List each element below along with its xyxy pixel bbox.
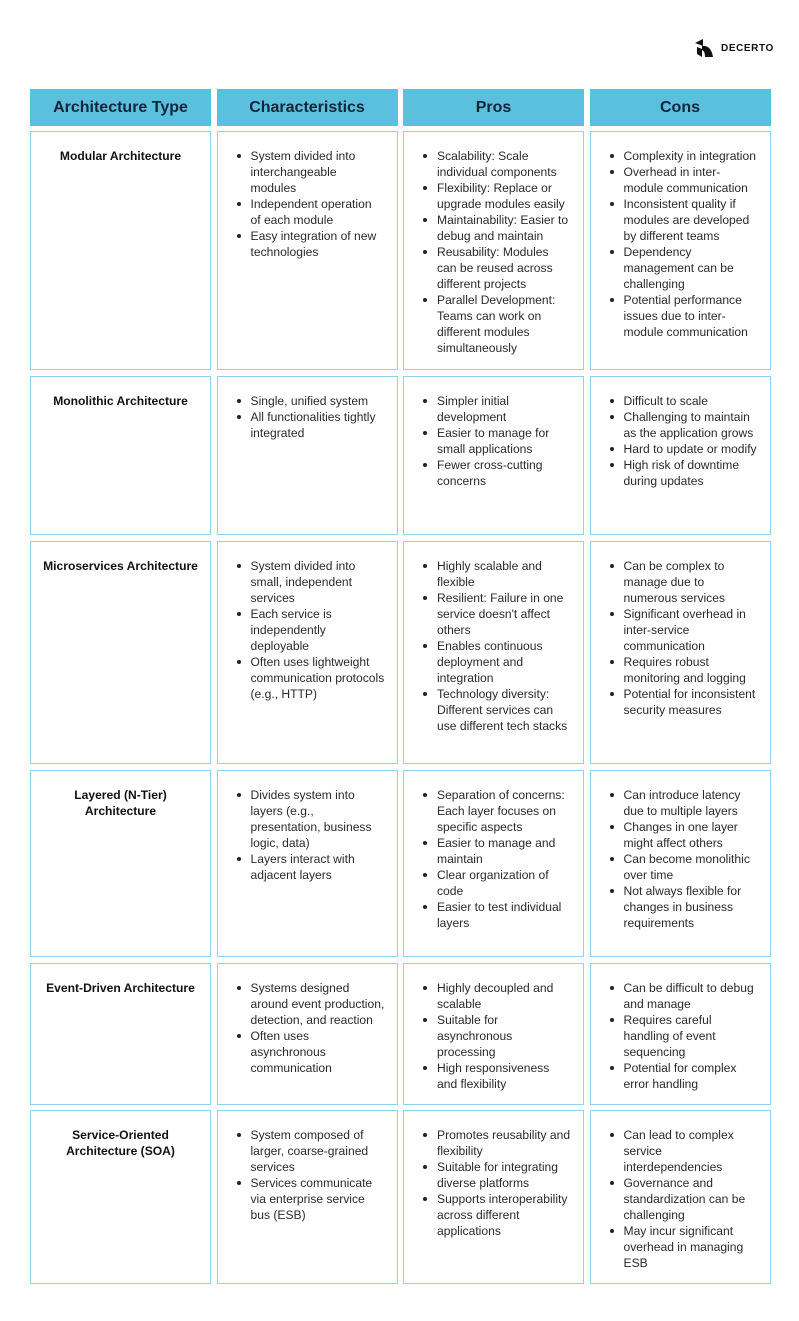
cons-list — [605, 980, 758, 1092]
list-item: Resilient: Failure in one service doesn't affect others — [418, 590, 571, 638]
list-item: Inconsistent quality if modules are developed by different teams — [605, 196, 758, 244]
pros-list — [418, 787, 571, 931]
list-item: Scalability: Scale individual components — [418, 148, 571, 180]
list-item: Suitable for integrating diverse platforms — [418, 1159, 571, 1191]
list-item: Overhead in inter-module communication — [605, 164, 758, 196]
table-row — [30, 1110, 770, 1283]
list-item: Complexity in integration — [605, 148, 758, 164]
list-item: Single, unified system — [232, 393, 385, 409]
header-architecture-type: Architecture Type — [30, 89, 211, 126]
pros-list — [418, 558, 571, 734]
list-item: Clear organization of code — [418, 867, 571, 899]
list-item: Parallel Development: Teams can work on different modules simultaneously — [418, 292, 571, 356]
architecture-type-cell: Event-Driven Architecture — [30, 963, 211, 1105]
list-item: Fewer cross-cutting concerns — [418, 457, 571, 489]
list-item: Reusability: Modules can be reused across different projects — [418, 244, 571, 292]
header-characteristics: Characteristics — [217, 89, 398, 126]
table-row — [30, 131, 770, 370]
table-row — [30, 963, 770, 1104]
list-item: Maintainability: Easier to debug and maintain — [418, 212, 571, 244]
pros-cell — [403, 770, 584, 957]
list-item: Can become monolithic over time — [605, 851, 758, 883]
list-item: Divides system into layers (e.g., presentation, business logic, data) — [232, 787, 385, 851]
list-item: Dependency management can be challenging — [605, 244, 758, 292]
characteristics-list — [232, 980, 385, 1076]
list-item: Hard to update or modify — [605, 441, 758, 457]
pros-list — [418, 980, 571, 1092]
list-item: Simpler initial development — [418, 393, 571, 425]
characteristics-cell — [217, 541, 398, 764]
cons-list — [605, 393, 758, 489]
list-item: Independent operation of each module — [232, 196, 385, 228]
decerto-logo-icon — [693, 37, 715, 59]
characteristics-list — [232, 148, 385, 260]
list-item: Can be difficult to debug and manage — [605, 980, 758, 1012]
list-item: Can lead to complex service interdependencies — [605, 1127, 758, 1175]
list-item: Potential for inconsistent security measures — [605, 686, 758, 718]
cons-list — [605, 787, 758, 931]
characteristics-list — [232, 393, 385, 441]
cons-list — [605, 1127, 758, 1271]
header-pros: Pros — [403, 89, 584, 126]
list-item: Suitable for asynchronous processing — [418, 1012, 571, 1060]
list-item: Often uses asynchronous communication — [232, 1028, 385, 1076]
pros-list — [418, 1127, 571, 1239]
characteristics-cell — [217, 770, 398, 957]
pros-list — [418, 393, 571, 489]
list-item: Difficult to scale — [605, 393, 758, 409]
cons-cell — [590, 963, 771, 1105]
list-item: Supports interoperability across different applications — [418, 1191, 571, 1239]
architecture-type-cell: Microservices Architecture — [30, 541, 211, 764]
list-item: Not always flexible for changes in business requirements — [605, 883, 758, 931]
cons-cell — [590, 1110, 771, 1284]
list-item: Layers interact with adjacent layers — [232, 851, 385, 883]
cons-cell — [590, 541, 771, 764]
list-item: High responsiveness and flexibility — [418, 1060, 571, 1092]
list-item: Governance and standardization can be challenging — [605, 1175, 758, 1223]
list-item: Significant overhead in inter-service communication — [605, 606, 758, 654]
pros-cell — [403, 541, 584, 764]
pros-cell — [403, 1110, 584, 1284]
list-item: Separation of concerns: Each layer focuses on specific aspects — [418, 787, 571, 835]
list-item: Flexibility: Replace or upgrade modules easily — [418, 180, 571, 212]
brand-logo[interactable] — [693, 37, 774, 59]
list-item: Services communicate via enterprise service bus (ESB) — [232, 1175, 385, 1223]
list-item: Potential performance issues due to inter-module communication — [605, 292, 758, 340]
cons-list — [605, 148, 758, 340]
list-item: Can introduce latency due to multiple layers — [605, 787, 758, 819]
characteristics-cell — [217, 1110, 398, 1284]
architecture-type-cell: Layered (N-Tier) Architecture — [30, 770, 211, 957]
cons-cell — [590, 770, 771, 957]
characteristics-list — [232, 1127, 385, 1223]
list-item: Easier to manage for small applications — [418, 425, 571, 457]
table-body — [30, 131, 770, 1289]
list-item: May incur significant overhead in managing ESB — [605, 1223, 758, 1271]
list-item: Easier to test individual layers — [418, 899, 571, 931]
list-item: Challenging to maintain as the application grows — [605, 409, 758, 441]
table-row — [30, 376, 770, 535]
table-row — [30, 770, 770, 957]
list-item: Highly decoupled and scalable — [418, 980, 571, 1012]
list-item: Changes in one layer might affect others — [605, 819, 758, 851]
cons-cell — [590, 376, 771, 535]
pros-cell — [403, 376, 584, 535]
list-item: Often uses lightweight communication protocols (e.g., HTTP) — [232, 654, 385, 702]
list-item: System divided into small, independent services — [232, 558, 385, 606]
list-item: System divided into interchangeable modules — [232, 148, 385, 196]
list-item: Highly scalable and flexible — [418, 558, 571, 590]
characteristics-cell — [217, 376, 398, 535]
list-item: Each service is independently deployable — [232, 606, 385, 654]
pros-cell — [403, 963, 584, 1105]
list-item: Technology diversity: Different services can use different tech stacks — [418, 686, 571, 734]
architecture-type-cell: Modular Architecture — [30, 131, 211, 370]
characteristics-cell — [217, 963, 398, 1105]
characteristics-cell — [217, 131, 398, 370]
list-item: High risk of downtime during updates — [605, 457, 758, 489]
architecture-type-cell: Monolithic Architecture — [30, 376, 211, 535]
list-item: Easy integration of new technologies — [232, 228, 385, 260]
list-item: System composed of larger, coarse-grained services — [232, 1127, 385, 1175]
pros-cell — [403, 131, 584, 370]
list-item: Can be complex to manage due to numerous services — [605, 558, 758, 606]
list-item: All functionalities tightly integrated — [232, 409, 385, 441]
pros-list — [418, 148, 571, 356]
list-item: Potential for complex error handling — [605, 1060, 758, 1092]
architecture-type-cell: Service-Oriented Architecture (SOA) — [30, 1110, 211, 1284]
list-item: Enables continuous deployment and integration — [418, 638, 571, 686]
list-item: Easier to manage and maintain — [418, 835, 571, 867]
cons-cell — [590, 131, 771, 370]
list-item: Requires robust monitoring and logging — [605, 654, 758, 686]
list-item: Systems designed around event production, detection, and reaction — [232, 980, 385, 1028]
characteristics-list — [232, 558, 385, 702]
cons-list — [605, 558, 758, 718]
list-item: Requires careful handling of event sequencing — [605, 1012, 758, 1060]
table-header — [30, 89, 770, 126]
brand-name: DECERTO — [721, 42, 774, 54]
header-cons: Cons — [590, 89, 771, 126]
characteristics-list — [232, 787, 385, 883]
list-item: Promotes reusability and flexibility — [418, 1127, 571, 1159]
table-row — [30, 541, 770, 764]
